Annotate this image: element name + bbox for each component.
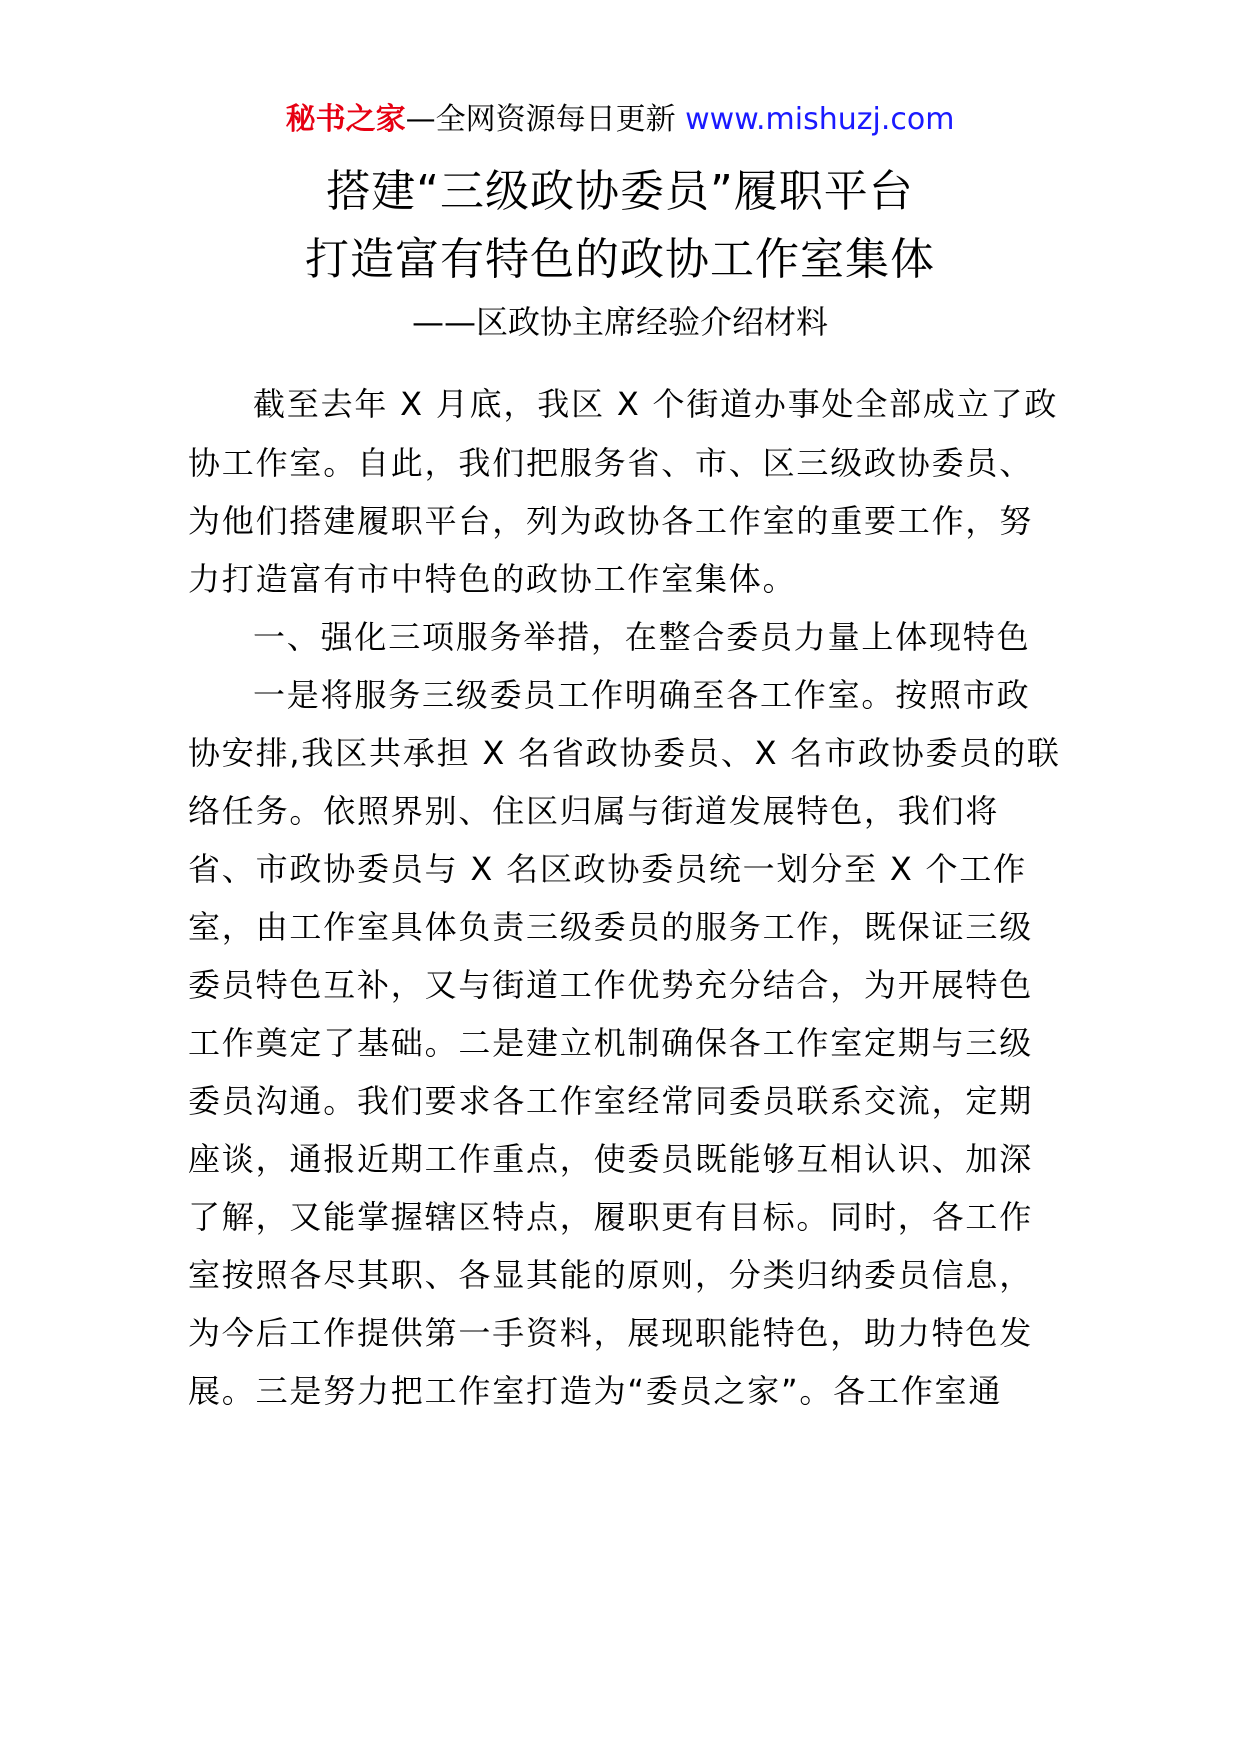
paragraph-line: 省、市政协委员与 X 名区政协委员统一划分至 X 个工作 <box>188 850 1027 888</box>
paragraph-line: 协安排,我区共承担 X 名省政协委员、X 名市政协委员的联 <box>188 734 1061 772</box>
paragraph-line: 座谈，通报近期工作重点，使委员既能够互相认识、加深 <box>188 1140 1034 1178</box>
header-slogan: —全网资源每日更新 <box>405 102 676 137</box>
document-subtitle: ——区政协主席经验介绍材料 <box>411 303 828 341</box>
paragraph-line: 一是将服务三级委员工作明确至各工作室。按照市政 <box>253 676 1031 714</box>
paragraph-line: 工作奠定了基础。二是建立机制确保各工作室定期与三级 <box>188 1024 1034 1062</box>
paragraph-line: 力打造富有市中特色的政协工作室集体。 <box>188 560 797 598</box>
paragraph-line: 委员特色互补，又与街道工作优势充分结合，为开展特色 <box>188 966 1034 1004</box>
paragraph-line: 展。三是努力把工作室打造为“委员之家”。各工作室通 <box>188 1372 1003 1410</box>
paragraph-line: 为他们搭建履职平台，列为政协各工作室的重要工作，努 <box>188 502 1034 540</box>
paragraph-line: 委员沟通。我们要求各工作室经常同委员联系交流，定期 <box>188 1082 1034 1120</box>
paragraph-line: 室按照各尽其职、各显其能的原则，分类归纳委员信息， <box>188 1256 1034 1294</box>
section-heading: 一、强化三项服务举措，在整合委员力量上体现特色 <box>253 618 1031 656</box>
paragraph-line: 室，由工作室具体负责三级委员的服务工作，既保证三级 <box>188 908 1034 946</box>
document-title-line-1: 搭建“三级政协委员”履职平台 <box>326 166 914 217</box>
paragraph-line: 为今后工作提供第一手资料，展现职能特色，助力特色发 <box>188 1314 1034 1352</box>
paragraph-line: 协工作室。自此，我们把服务省、市、区三级政协委员、 <box>188 444 1034 482</box>
paragraph-line: 截至去年 X 月底，我区 X 个街道办事处全部成立了政 <box>253 385 1059 423</box>
site-header <box>0 100 1240 140</box>
paragraph-line: 了解，又能掌握辖区特点，履职更有目标。同时，各工作 <box>188 1198 1034 1236</box>
document-title-line-2: 打造富有特色的政协工作室集体 <box>305 234 935 285</box>
paragraph-line: 络任务。依照界别、住区归属与街道发展特色，我们将 <box>188 792 1000 830</box>
brand-name: 秘书之家 <box>285 102 406 137</box>
site-url[interactable]: www.mishuzj.com <box>685 102 955 137</box>
